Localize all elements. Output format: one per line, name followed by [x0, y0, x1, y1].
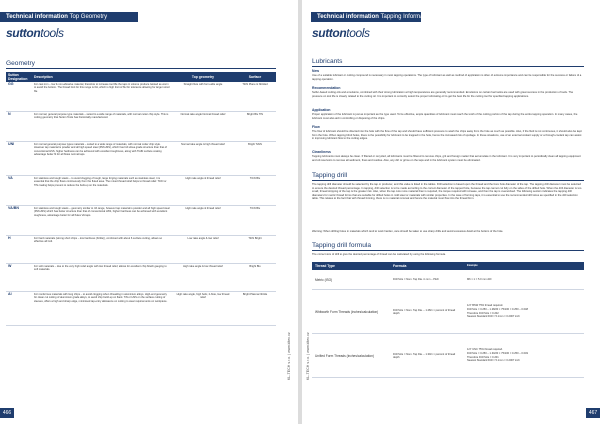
left-logo-suffix: tools	[40, 26, 64, 40]
row-desc: For stainless and tough steels – to avoid clogging of tough, large forging materials such as stainless steel, it is essential that the chip flows continuously from the fluted area. The mixed thread relief helps to thread relief. TiCN or TiN coating helps prevent to reduce the built-up on the materials.	[34, 177, 167, 187]
left-logo-brand: sutton	[6, 26, 41, 40]
col-top-geometry: Top geometry	[191, 75, 215, 79]
col-surface: Surface	[248, 75, 262, 79]
row-desc: For normal, general purpose type materials – suited to a wide range of materials, with normal cutter chip style. This is cutting geometry that Sutton Tools has historically manufactured.	[34, 113, 169, 120]
col-example: Example	[467, 264, 478, 268]
example-line: Therefore Drill Size = 0.201	[467, 355, 499, 359]
row-code: Al	[8, 292, 12, 296]
col-formula: Formula	[393, 264, 407, 268]
row-geom: Straight flute with form-able angle	[183, 83, 223, 86]
left-page	[0, 0, 298, 424]
example-line: Drill Size = 0.250 – 1.30/20 × 75/100 = 0.250 – 0.049	[467, 351, 528, 355]
lub-text-1: Sulfur-based cutting oils and emulsions, combined with their strong lubrication at high temperatures are generally recommended. Emulsions on certain fuel tanks are used with great success in the production of tools. The pressure on tool life is closely related to the cutting oil. It is important to correctly select the proper lubricating oil to get the best life for the cutting tool for specified tapping applications.	[312, 91, 574, 98]
row-thread-type: Whitworth Form Threads (inches/calculation)	[315, 309, 379, 314]
row-surf: Bright TiAlN	[248, 143, 262, 146]
formula-title: Tapping drill formula	[312, 242, 372, 249]
right-logo	[312, 26, 370, 40]
tapping-drill-text: The tapping drill diameter should be selected by the tap or producer, and this value is listed in the tables. Drill selection is based upon the thread and the bore hole diameter of the tap. The tapping drill diameter must be selected to ensure the desired thread percentage. In tapping, drill selection is to be made according to the correct diameter of the tapped hole, because the tap cannot cut fully on the sides of the drilled hole. When the drill diameter is too small, thread stripping of the tap is the greater risk. Also, when the tap cuts more material than is required, the torque required will increase, and then the tap is overworked. The following section indicates the tapping drill diameters for metric thread forms that are suitable for drilled holes in mild steel or materials with similar properties. In the case of forming taps, it is essential to use the recommended drill sizes as specified in the drill selection table. This relates to the fact that with thread forming, there is no material removal and hence the material must flow into the thread form.	[312, 183, 582, 200]
row-surf: Bright Plasma Nitride	[242, 293, 268, 296]
right-header-rest: Tapping Information	[378, 14, 434, 20]
row-geom: Normal rake angle Normal thread relief	[180, 113, 226, 116]
row-desc: For soft materials – due to the very high relief angle with low thread relief, allows for excellent chip flowth gauging to soft materials.	[34, 265, 167, 272]
row-code: W	[8, 264, 12, 268]
left-logo	[6, 26, 64, 40]
row-thread-type: Unified Form Threads (inches/calculation)	[315, 353, 374, 358]
geometry-table	[6, 72, 276, 326]
col-thread-type: Thread Type	[315, 264, 335, 268]
table-row	[6, 82, 276, 112]
right-logo-suffix: tools	[346, 26, 370, 40]
row-desc: For nonferrous materials with long chips – to avoid clogging when threading in aluminium alloys. High-end geometry for clean cut cutting of aluminium grade alloys, to avoid chip build-up on flank. TiN or HSS on the surface cutting of sleeves, offers a high and sharp edge, minimised tap-entry allowance on cutting to wear requirements on workpiece.	[34, 293, 168, 303]
tapping-drill-title: Tapping drill	[312, 172, 348, 179]
row-desc: For normal general purpose types materials – suited to a wide range of materials, with normal cutter chip style. However tap material is powder and all high speed steel (PM-HSS), which has full-vitrea grade structure than that of conventional HSS, higher hardness can be achieved with excellent toughness, along with TiAlN surface coating advantage better fit for all flutes normal taps.	[34, 143, 167, 157]
row-geom: High rake angle, high helix, 2-flute, low thread relief	[176, 293, 230, 300]
row-code: N	[8, 112, 11, 116]
left-header-strong: Technical information	[6, 14, 68, 20]
row-code: VA/BN	[8, 206, 19, 210]
col-designation: Sutton Designation	[8, 73, 28, 81]
example-line: 1/4" BSW 75% thread required.	[467, 304, 504, 308]
row-surf: TiCN Bright	[248, 237, 262, 240]
row-surf: TiCN Plane & Nitrided	[242, 83, 268, 86]
right-page-number: 467	[586, 408, 600, 418]
row-surf: Bright Blu TIN	[246, 113, 264, 116]
table-row	[312, 334, 584, 378]
formula-intro: The correct size of drill to give the desired percentage of thread can be calculated by using the following formula.	[312, 253, 446, 256]
row-formula: Drill Size = Nom. Tap Dia. – 1.28/n × percent of thread depth	[393, 308, 456, 315]
lub-label-4: Cleanliness	[312, 150, 331, 154]
row-desc: For stainless and tough steels – geometry similar to VA range, however tap material is powder and all high speed steel (PM-HSS) which has better structure than that of conventional HSS, higher hardness can be achieved with excellent toughness, advantage better for all flutes VA taps.	[34, 207, 170, 217]
example-line: Drill Size = 0.250 – 1.28/20 × 75/100 = 0.250 – 0.048	[467, 307, 528, 311]
formula-table-header	[312, 262, 584, 270]
example-line: M6 × 1 = 5.0 mm drill	[467, 277, 492, 281]
left-side-text: KL-TECH s.r.o. | www.kltec.cz	[287, 332, 291, 380]
table-row	[6, 176, 276, 206]
warning-text: Warning: When drilling holes in materials which tend to work harden, care should be taken to use sharp drills and avoid excessive dwell at the bottom of the hole.	[312, 230, 504, 233]
row-geom: Low rake angle & low relief	[187, 237, 219, 240]
tapping-drill-rule	[312, 180, 584, 181]
right-logo-brand: sutton	[312, 26, 347, 40]
lub-label-2: Application	[312, 108, 331, 112]
lubricants-rule	[312, 66, 584, 67]
lub-text-4: Tapping lubricants must always be clean. If filtered or recycled, all lubricants must be filtered to remove chips, grit and foreign matter that accumulate in the lubricant. It is very important to periodically clean all tapping equipment and oil reservoirs to remove all sediment, fines and residue. Also, any dirt or grime on the taps and in the lubricant system must be eliminated.	[312, 155, 581, 162]
lub-text-3: The flow of lubricant should be directed into the hole with the flow of the tap and should have sufficient pressure to wash the chips away from the hole as much as possible. Also, if the fluid is not continuous, it should also be kept from the hole. When tapping blind holes, there is the possibility for lubricant to be trapped in the hole, hence the increased risk of spoilage. In these situations, use of an external coolant supply or a through-coolant tap can assist in improving lubricant flow to the cutting edges.	[312, 130, 582, 140]
table-row	[6, 236, 276, 264]
right-page	[302, 0, 600, 424]
row-desc: For cast iron – low & non-abrasive material, therefore to increase tool life the taps in volume produce twisted as worm to avoid the bottom. The thread limit for this range is 6H, which is high limit of 6H for tolerance allowing for larger sized file	[34, 83, 170, 93]
row-example	[464, 277, 584, 283]
geometry-rule	[6, 68, 276, 69]
table-row	[6, 142, 276, 176]
row-code: UNI	[8, 142, 15, 146]
row-example	[464, 347, 584, 363]
left-header-bar	[0, 12, 138, 22]
table-row	[312, 270, 584, 290]
row-thread-type: Metric (ISO)	[315, 277, 333, 282]
right-header-bar	[311, 12, 434, 22]
table-row	[6, 112, 276, 142]
lub-label-1: Recommendation	[312, 86, 341, 90]
geometry-section-title: Geometry	[6, 60, 35, 67]
row-geom: High rake angle & thread relief	[185, 207, 221, 210]
right-header-strong: Technical information	[317, 14, 379, 20]
row-surf: Bright Blu	[249, 265, 261, 268]
example-line: Nearest Standard Drill = 5.1mm = 0.2007 inch	[467, 359, 520, 363]
row-desc: For hard materials (strong short chips – low hardness (brittle)), combined with about 6 surface cutting, allows so effective all Coil.	[34, 237, 163, 244]
lubricants-title: Lubricants	[312, 58, 343, 65]
row-geom: Normal rake angle & high thread relief	[181, 143, 225, 146]
row-geom: High rake angle & thread relief	[185, 177, 221, 180]
left-header-rest: Top Geometry	[67, 14, 108, 20]
right-side-text: KL-TECH s.r.o. | www.kltec.cz	[306, 332, 310, 380]
geometry-table-header	[6, 72, 276, 82]
row-code: VA	[8, 176, 13, 180]
lub-text-0: Use of a suitable lubricant or cutting compound is necessary in most tapping operations. The type of lubricant as well as method of application is often of extreme importance and can be responsible for the success or failure of a tapping operation.	[312, 74, 582, 81]
col-description: Description	[34, 75, 53, 79]
lub-text-2: Proper application of the lubricant is just as important as the type used. To be effective, ample quantities of lubricant must reach the tooth of the cutting portion of the tap during the entire tapping operation. In many cases, the lubricant must also aid in controlling or disposing of the chips.	[312, 113, 578, 120]
example-line: 1/4" UNC 75% thread required.	[467, 348, 503, 352]
row-geom: High rake angle & low thread relief	[183, 265, 223, 268]
table-row	[6, 264, 276, 292]
row-code: GG	[8, 82, 14, 86]
row-surf: TiCN Blu	[249, 207, 261, 210]
row-surf: TiCN Blu	[249, 177, 261, 180]
row-example	[464, 303, 584, 319]
row-formula: Drill Size = Nom. Tap Dia. in mm – Pitch	[393, 278, 440, 281]
lub-label-0: New	[312, 69, 319, 73]
row-formula: Drill Size = Nom. Tap Dia. – 1.30/n × percent of thread depth	[393, 352, 456, 359]
table-row	[6, 206, 276, 236]
example-line: Therefore Drill Size = 0.202	[467, 311, 499, 315]
example-line: Nearest Standard Drill = 5.1mm = 0.2007 inch	[467, 315, 520, 319]
table-row	[6, 292, 276, 326]
formula-rule	[312, 250, 584, 251]
row-code: H	[8, 236, 11, 240]
formula-table	[312, 262, 584, 378]
table-row	[312, 290, 584, 334]
left-page-number: 466	[0, 408, 14, 418]
lub-label-3: Flow	[312, 125, 320, 129]
